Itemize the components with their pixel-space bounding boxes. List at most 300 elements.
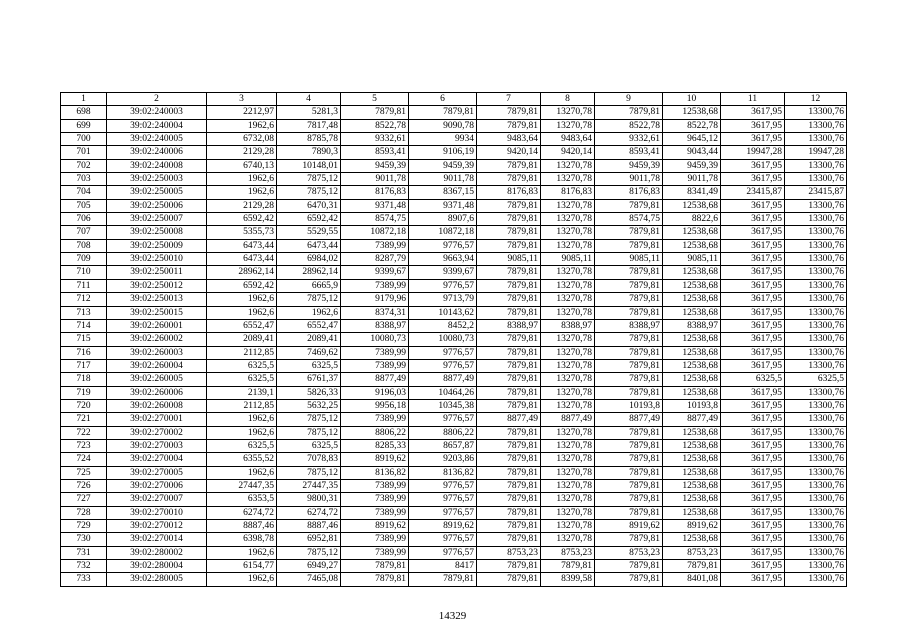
table-cell: 13300,76	[785, 426, 847, 439]
table-cell: 3617,95	[721, 533, 785, 546]
table-cell: 7389,99	[341, 413, 409, 426]
table-cell: 1962,6	[207, 293, 277, 306]
table-cell: 7879,81	[477, 506, 541, 519]
table-cell: 27447,35	[207, 479, 277, 492]
column-header: 5	[341, 93, 409, 106]
table-row	[61, 399, 847, 412]
table-cell: 8388,97	[341, 319, 409, 332]
table-cell: 2089,41	[277, 333, 341, 346]
table-cell: 13300,76	[785, 346, 847, 359]
table-cell: 13270,78	[541, 399, 595, 412]
table-cell: 8887,46	[207, 520, 277, 533]
table-cell: 13270,78	[541, 199, 595, 212]
table-cell: 13300,76	[785, 279, 847, 292]
table-cell: 727	[61, 493, 107, 506]
table-cell: 12538,68	[663, 333, 721, 346]
table-row	[61, 106, 847, 119]
table-cell: 39:02:260005	[107, 373, 207, 386]
table-cell: 7879,81	[595, 226, 663, 239]
table-cell: 9776,57	[409, 413, 477, 426]
table-cell: 3617,95	[721, 159, 785, 172]
table-cell: 7817,48	[277, 119, 341, 132]
table-cell: 12538,68	[663, 453, 721, 466]
table-cell: 13270,78	[541, 533, 595, 546]
table-cell: 39:02:250009	[107, 239, 207, 252]
table-cell: 3617,95	[721, 479, 785, 492]
table-cell: 6325,5	[207, 359, 277, 372]
table-cell: 7875,12	[277, 466, 341, 479]
table-cell: 3617,95	[721, 546, 785, 559]
table-cell: 7879,81	[477, 199, 541, 212]
table-cell: 13300,76	[785, 306, 847, 319]
table-cell: 13270,78	[541, 373, 595, 386]
table-cell: 1962,6	[207, 186, 277, 199]
table-cell: 7879,81	[477, 226, 541, 239]
table-cell: 8574,75	[595, 213, 663, 226]
table-header-row	[61, 93, 847, 106]
table-cell: 12538,68	[663, 426, 721, 439]
table-cell: 13300,76	[785, 453, 847, 466]
table-cell: 7879,81	[595, 386, 663, 399]
table-cell: 13270,78	[541, 213, 595, 226]
table-cell: 6325,5	[785, 373, 847, 386]
table-cell: 39:02:280004	[107, 560, 207, 573]
table-cell: 715	[61, 333, 107, 346]
table-cell: 6592,42	[277, 213, 341, 226]
table-cell: 7879,81	[477, 106, 541, 119]
column-header: 3	[207, 93, 277, 106]
table-cell: 6761,37	[277, 373, 341, 386]
table-cell: 8388,97	[595, 319, 663, 332]
table-cell: 13300,76	[785, 253, 847, 266]
table-cell: 8176,83	[477, 186, 541, 199]
table-cell: 3617,95	[721, 199, 785, 212]
table-cell: 10143,62	[409, 306, 477, 319]
table-cell: 13300,76	[785, 533, 847, 546]
table-cell: 8593,41	[341, 146, 409, 159]
table-cell: 6473,44	[207, 253, 277, 266]
table-cell: 7875,12	[277, 546, 341, 559]
table-cell: 1962,6	[207, 573, 277, 586]
table-cell: 3617,95	[721, 413, 785, 426]
table-cell: 703	[61, 173, 107, 186]
table-cell: 8401,08	[663, 573, 721, 586]
table-cell: 3617,95	[721, 239, 785, 252]
table-cell: 12538,68	[663, 386, 721, 399]
table-cell: 8785,78	[277, 133, 341, 146]
table-cell: 707	[61, 226, 107, 239]
table-cell: 2112,85	[207, 399, 277, 412]
table-cell: 7879,81	[595, 346, 663, 359]
table-cell: 3617,95	[721, 359, 785, 372]
table-cell: 13300,76	[785, 399, 847, 412]
table-cell: 12538,68	[663, 533, 721, 546]
table-cell: 39:02:250006	[107, 199, 207, 212]
table-cell: 39:02:280005	[107, 573, 207, 586]
table-cell: 9776,57	[409, 346, 477, 359]
table-cell: 1962,6	[207, 466, 277, 479]
table-cell: 6552,47	[207, 319, 277, 332]
table-cell: 8919,62	[341, 453, 409, 466]
table-cell: 7879,81	[477, 359, 541, 372]
table-row	[61, 253, 847, 266]
table-cell: 2212,97	[207, 106, 277, 119]
table-cell: 8367,15	[409, 186, 477, 199]
table-cell: 3617,95	[721, 213, 785, 226]
table-cell: 7879,81	[477, 399, 541, 412]
table-cell: 708	[61, 239, 107, 252]
table-cell: 9713,79	[409, 293, 477, 306]
table-cell: 39:02:250008	[107, 226, 207, 239]
table-cell: 7879,81	[477, 333, 541, 346]
table-cell: 7879,81	[477, 119, 541, 132]
table-cell: 730	[61, 533, 107, 546]
table-cell: 7879,81	[663, 560, 721, 573]
table-cell: 712	[61, 293, 107, 306]
table-cell: 13270,78	[541, 173, 595, 186]
table-cell: 6353,5	[207, 493, 277, 506]
table-cell: 7879,81	[477, 213, 541, 226]
table-cell: 718	[61, 373, 107, 386]
table-cell: 7879,81	[595, 239, 663, 252]
table-cell: 6398,78	[207, 533, 277, 546]
table-cell: 7879,81	[477, 493, 541, 506]
table-cell: 8388,97	[663, 319, 721, 332]
table-cell: 7875,12	[277, 173, 341, 186]
table-cell: 6665,9	[277, 279, 341, 292]
table-cell: 7389,99	[341, 479, 409, 492]
table-cell: 39:02:270003	[107, 439, 207, 452]
table-cell: 12538,68	[663, 439, 721, 452]
table-cell: 10345,38	[409, 399, 477, 412]
table-cell: 7879,81	[595, 306, 663, 319]
table-cell: 7879,81	[409, 106, 477, 119]
table-cell: 728	[61, 506, 107, 519]
table-cell: 9776,57	[409, 533, 477, 546]
table-cell: 7879,81	[409, 573, 477, 586]
table-cell: 8753,23	[663, 546, 721, 559]
table-cell: 6592,42	[207, 279, 277, 292]
table-row	[61, 346, 847, 359]
table-cell: 7875,12	[277, 186, 341, 199]
table-cell: 6325,5	[721, 373, 785, 386]
table-cell: 8877,49	[341, 373, 409, 386]
table-cell: 8753,23	[595, 546, 663, 559]
table-cell: 13300,76	[785, 239, 847, 252]
table-cell: 39:02:270005	[107, 466, 207, 479]
table-cell: 2129,28	[207, 146, 277, 159]
table-cell: 5632,25	[277, 399, 341, 412]
table-cell: 717	[61, 359, 107, 372]
table-cell: 23415,87	[721, 186, 785, 199]
table-cell: 39:02:250003	[107, 173, 207, 186]
table-cell: 9203,86	[409, 453, 477, 466]
table-cell: 3617,95	[721, 386, 785, 399]
table-cell: 7879,81	[595, 266, 663, 279]
table-cell: 7389,99	[341, 239, 409, 252]
table-cell: 3617,95	[721, 279, 785, 292]
table-cell: 714	[61, 319, 107, 332]
table-row	[61, 239, 847, 252]
table-cell: 698	[61, 106, 107, 119]
column-header: 11	[721, 93, 785, 106]
table-cell: 8574,75	[341, 213, 409, 226]
table-cell: 2112,85	[207, 346, 277, 359]
table-cell: 9776,57	[409, 493, 477, 506]
table-cell: 7879,81	[341, 106, 409, 119]
table-cell: 720	[61, 399, 107, 412]
table-cell: 13300,76	[785, 173, 847, 186]
column-header: 10	[663, 93, 721, 106]
table-cell: 706	[61, 213, 107, 226]
table-cell: 731	[61, 546, 107, 559]
table-cell: 7879,81	[595, 279, 663, 292]
table-cell: 13300,76	[785, 573, 847, 586]
table-cell: 7879,81	[477, 560, 541, 573]
table-cell: 9011,78	[409, 173, 477, 186]
table-cell: 8374,31	[341, 306, 409, 319]
table-cell: 7879,81	[595, 426, 663, 439]
table-cell: 729	[61, 520, 107, 533]
table-cell: 39:02:240003	[107, 106, 207, 119]
table-cell: 19947,28	[721, 146, 785, 159]
table-cell: 39:02:250015	[107, 306, 207, 319]
table-cell: 7879,81	[595, 106, 663, 119]
table-row	[61, 226, 847, 239]
table-cell: 7879,81	[595, 506, 663, 519]
table-cell: 8877,49	[595, 413, 663, 426]
table-cell: 3617,95	[721, 573, 785, 586]
table-row	[61, 453, 847, 466]
table-cell: 13300,76	[785, 119, 847, 132]
table-cell: 1962,6	[207, 119, 277, 132]
table-cell: 12538,68	[663, 306, 721, 319]
table-cell: 12538,68	[663, 466, 721, 479]
table-cell: 9371,48	[341, 199, 409, 212]
table-row	[61, 266, 847, 279]
table-cell: 3617,95	[721, 466, 785, 479]
table-cell: 39:02:250013	[107, 293, 207, 306]
table-cell: 9776,57	[409, 479, 477, 492]
table-cell: 3617,95	[721, 493, 785, 506]
table-cell: 13270,78	[541, 333, 595, 346]
table-cell: 721	[61, 413, 107, 426]
table-cell: 7879,81	[595, 199, 663, 212]
table-row	[61, 413, 847, 426]
table-cell: 13270,78	[541, 453, 595, 466]
table-cell: 39:02:240008	[107, 159, 207, 172]
table-cell: 7879,81	[477, 306, 541, 319]
table-cell: 13300,76	[785, 466, 847, 479]
table-cell: 7879,81	[477, 239, 541, 252]
table-cell: 3617,95	[721, 226, 785, 239]
table-cell: 6984,02	[277, 253, 341, 266]
table-cell: 2089,41	[207, 333, 277, 346]
table-cell: 10872,18	[409, 226, 477, 239]
table-cell: 7389,99	[341, 546, 409, 559]
table-cell: 10872,18	[341, 226, 409, 239]
table-cell: 9800,31	[277, 493, 341, 506]
table-row	[61, 573, 847, 586]
table-cell: 7389,99	[341, 346, 409, 359]
table-cell: 7879,81	[341, 560, 409, 573]
table-cell: 719	[61, 386, 107, 399]
table-cell: 39:02:250011	[107, 266, 207, 279]
table-row	[61, 546, 847, 559]
table-cell: 7879,81	[595, 533, 663, 546]
table-cell: 9332,61	[341, 133, 409, 146]
table-cell: 8388,97	[477, 319, 541, 332]
table-row	[61, 306, 847, 319]
table-cell: 8522,78	[595, 119, 663, 132]
table-cell: 8877,49	[409, 373, 477, 386]
table-cell: 13270,78	[541, 279, 595, 292]
table-cell: 7879,81	[477, 373, 541, 386]
table-cell: 12538,68	[663, 506, 721, 519]
table-cell: 13270,78	[541, 359, 595, 372]
table-row	[61, 386, 847, 399]
table-cell: 9085,11	[541, 253, 595, 266]
table-cell: 12538,68	[663, 493, 721, 506]
column-header: 6	[409, 93, 477, 106]
table-cell: 9399,67	[409, 266, 477, 279]
table-cell: 28962,14	[207, 266, 277, 279]
table-cell: 8877,49	[477, 413, 541, 426]
table-cell: 7879,81	[595, 439, 663, 452]
table-cell: 7879,81	[477, 173, 541, 186]
table-cell: 13300,76	[785, 213, 847, 226]
table-cell: 23415,87	[785, 186, 847, 199]
table-cell: 8919,62	[341, 520, 409, 533]
table-cell: 3617,95	[721, 560, 785, 573]
table-cell: 39:02:260008	[107, 399, 207, 412]
table-cell: 710	[61, 266, 107, 279]
table-cell: 8593,41	[595, 146, 663, 159]
table-cell: 9043,44	[663, 146, 721, 159]
table-cell: 7879,81	[541, 560, 595, 573]
table-cell: 7879,81	[595, 466, 663, 479]
table-cell: 39:02:270006	[107, 479, 207, 492]
table-cell: 7879,81	[477, 439, 541, 452]
table-row	[61, 479, 847, 492]
table-cell: 12538,68	[663, 199, 721, 212]
table-cell: 3617,95	[721, 173, 785, 186]
table-cell: 13300,76	[785, 106, 847, 119]
table-cell: 12538,68	[663, 346, 721, 359]
table-cell: 8919,62	[595, 520, 663, 533]
table-cell: 7879,81	[477, 533, 541, 546]
table-cell: 8877,49	[663, 413, 721, 426]
table-cell: 705	[61, 199, 107, 212]
table-cell: 19947,28	[785, 146, 847, 159]
table-cell: 39:02:250010	[107, 253, 207, 266]
table-cell: 13300,76	[785, 493, 847, 506]
column-header: 9	[595, 93, 663, 106]
table-cell: 7469,62	[277, 346, 341, 359]
table-cell: 7879,81	[477, 573, 541, 586]
table-cell: 13270,78	[541, 386, 595, 399]
table-cell: 39:02:250007	[107, 213, 207, 226]
table-cell: 3617,95	[721, 426, 785, 439]
table-cell: 12538,68	[663, 279, 721, 292]
table-cell: 9459,39	[595, 159, 663, 172]
table-cell: 7879,81	[595, 453, 663, 466]
table-cell: 3617,95	[721, 346, 785, 359]
table-cell: 39:02:260004	[107, 359, 207, 372]
column-header: 7	[477, 93, 541, 106]
table-cell: 13300,76	[785, 506, 847, 519]
table-cell: 3617,95	[721, 266, 785, 279]
table-cell: 3617,95	[721, 333, 785, 346]
table-cell: 12538,68	[663, 373, 721, 386]
table-cell: 12538,68	[663, 479, 721, 492]
table-cell: 2129,28	[207, 199, 277, 212]
table-cell: 5826,33	[277, 386, 341, 399]
table-cell: 9459,39	[663, 159, 721, 172]
table-cell: 7879,81	[477, 293, 541, 306]
table-cell: 7875,12	[277, 426, 341, 439]
table-cell: 3617,95	[721, 439, 785, 452]
table-cell: 8176,83	[595, 186, 663, 199]
table-cell: 8806,22	[409, 426, 477, 439]
column-header: 2	[107, 93, 207, 106]
table-cell: 3617,95	[721, 253, 785, 266]
table-row	[61, 506, 847, 519]
table-cell: 39:02:240006	[107, 146, 207, 159]
table-cell: 1962,6	[207, 413, 277, 426]
table-cell: 39:02:240005	[107, 133, 207, 146]
table-cell: 6949,27	[277, 560, 341, 573]
table-cell: 8919,62	[409, 520, 477, 533]
table-cell: 8753,23	[477, 546, 541, 559]
table-cell: 9090,78	[409, 119, 477, 132]
table-cell: 7879,81	[477, 346, 541, 359]
table-cell: 7879,81	[595, 479, 663, 492]
data-table	[60, 92, 847, 587]
table-cell: 13270,78	[541, 520, 595, 533]
table-cell: 9179,96	[341, 293, 409, 306]
table-cell: 13270,78	[541, 119, 595, 132]
table-cell: 13270,78	[541, 266, 595, 279]
table-cell: 10080,73	[341, 333, 409, 346]
table-cell: 2139,1	[207, 386, 277, 399]
table-cell: 8341,49	[663, 186, 721, 199]
table-cell: 39:02:250005	[107, 186, 207, 199]
table-row	[61, 279, 847, 292]
table-row	[61, 439, 847, 452]
table-cell: 7879,81	[341, 573, 409, 586]
table-cell: 13300,76	[785, 199, 847, 212]
table-cell: 39:02:250012	[107, 279, 207, 292]
table-cell: 13270,78	[541, 306, 595, 319]
table-cell: 13300,76	[785, 439, 847, 452]
table-cell: 6740,13	[207, 159, 277, 172]
table-cell: 726	[61, 479, 107, 492]
table-cell: 7879,81	[477, 386, 541, 399]
table-cell: 9956,18	[341, 399, 409, 412]
table-row	[61, 466, 847, 479]
table-cell: 12538,68	[663, 106, 721, 119]
table-cell: 39:02:270010	[107, 506, 207, 519]
table-cell: 9776,57	[409, 359, 477, 372]
table-cell: 10080,73	[409, 333, 477, 346]
table-cell: 8452,2	[409, 319, 477, 332]
table-row	[61, 533, 847, 546]
table-row	[61, 119, 847, 132]
table-cell: 39:02:270012	[107, 520, 207, 533]
table-cell: 13270,78	[541, 346, 595, 359]
table-cell: 13270,78	[541, 426, 595, 439]
